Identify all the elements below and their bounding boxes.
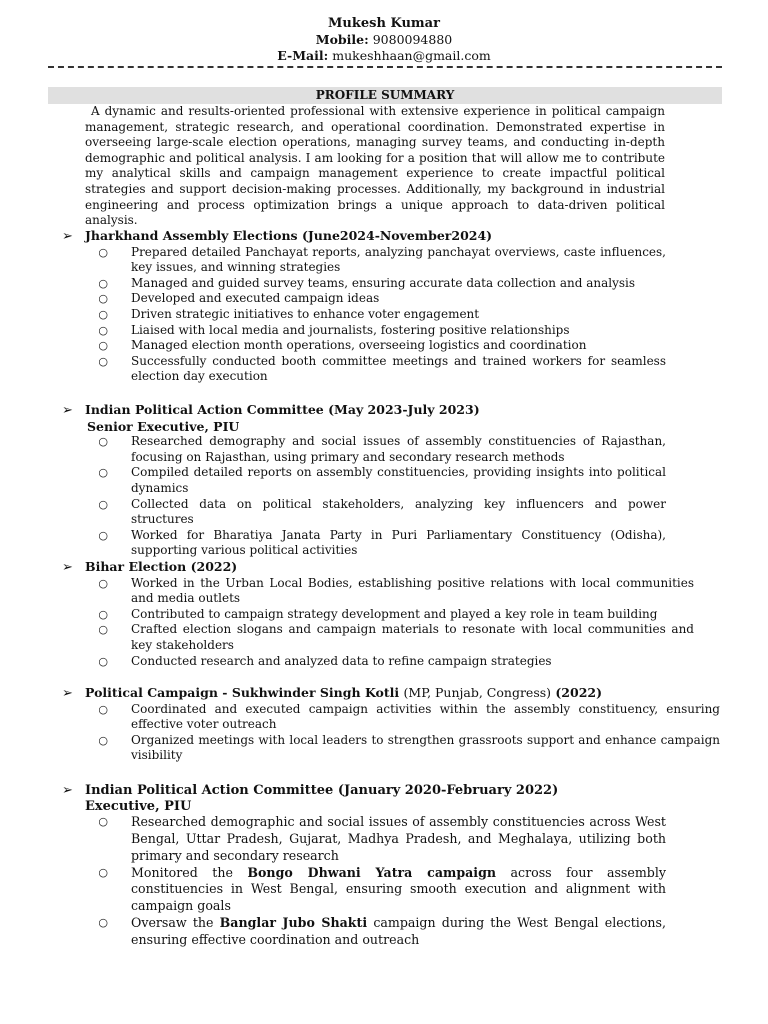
- experience-bihar: [62, 559, 694, 669]
- bullet-list: [62, 434, 666, 559]
- bullet-list: [62, 245, 666, 385]
- list-item: ○ Oversaw the Banglar Jubo Shakti campaign during the West Bengal elections, ensuring effective coordination and outreach: [62, 915, 666, 949]
- email-address[interactable]: mukeshhaan@gmail.com: [332, 48, 491, 63]
- circle-bullet-icon: ○: [98, 654, 108, 668]
- circle-bullet-icon: ○: [98, 466, 108, 480]
- list-item: ○ Driven strategic initiatives to enhance voter engagement: [62, 307, 666, 323]
- list-item: ○ Researched demographic and social issues of assembly constituencies across West Bengal, Uttar Pradesh, Gujarat, Madhya Pradesh, and Meghalaya, utilizing both primary and secondary research: [62, 814, 666, 864]
- role-title: Executive, PIU: [85, 798, 192, 814]
- list-item: ○ Successfully conducted booth committee meetings and trained workers for seamless election day execution: [62, 354, 666, 385]
- mobile-number: 9080094880: [372, 32, 453, 47]
- circle-bullet-icon: ○: [98, 292, 108, 306]
- section-title-text: Political Campaign - Sukhwinder Singh Kotli (MP, Punjab, Congress) (2022): [85, 685, 603, 700]
- mobile-label: Mobile:: [315, 32, 369, 47]
- circle-bullet-icon: ○: [98, 307, 108, 321]
- list-item: ○ Contributed to campaign strategy development and played a key role in team building: [62, 607, 694, 623]
- circle-bullet-icon: ○: [98, 623, 108, 637]
- list-item: ○ Monitored the Bongo Dhwani Yatra campaign across four assembly constituencies in West Bengal, ensuring smooth execution and alignment with campaign goals: [62, 865, 666, 915]
- section-title-text: Bihar Election (2022): [85, 559, 238, 574]
- candidate-name: Mukesh Kumar: [328, 16, 440, 31]
- circle-bullet-icon: ○: [98, 339, 108, 353]
- list-item: ○ Collected data on political stakeholders, analyzing key influencers and power structures: [62, 497, 666, 528]
- list-item: ○ Managed election month operations, overseeing logistics and coordination: [62, 338, 666, 354]
- circle-bullet-icon: ○: [98, 702, 108, 716]
- experience-ipac-2023: [62, 402, 666, 559]
- arrow-bullet-icon: ➢: [62, 560, 73, 575]
- list-item: ○ Organized meetings with local leaders to strengthen grassroots support and enhance campaign visibility: [62, 733, 720, 764]
- circle-bullet-icon: ○: [98, 435, 108, 449]
- arrow-bullet-icon: ➢: [62, 403, 73, 418]
- arrow-bullet-icon: ➢: [62, 686, 73, 701]
- list-item: ○ Worked for Bharatiya Janata Party in Puri Parliamentary Constituency (Odisha), supporting various political activities: [62, 528, 666, 559]
- list-item: ○ Compiled detailed reports on assembly constituencies, providing insights into political dynamics: [62, 465, 666, 496]
- circle-bullet-icon: ○: [98, 815, 108, 829]
- section-title: [62, 559, 694, 576]
- list-item: ○ Managed and guided survey teams, ensuring accurate data collection and analysis: [62, 276, 666, 292]
- circle-bullet-icon: ○: [98, 733, 108, 747]
- circle-bullet-icon: ○: [98, 354, 108, 368]
- profile-summary-text: A dynamic and results-oriented professional with extensive experience in political campaign management, strategic research, and operational coordination. Demonstrated expertise in overseeing large-scale election operations, managing survey teams, and conducting in-depth demographic and political analysis. I am looking for a position that will allow me to contribute my analytical skills and campaign management experience to create impactful political strategies and support decision-making processes. Additionally, my background in industrial engineering and process optimization brings a unique approach to data-driven political analysis.: [85, 104, 665, 228]
- circle-bullet-icon: ○: [98, 276, 108, 290]
- section-title: [62, 783, 666, 799]
- profile-summary-heading: PROFILE SUMMARY: [48, 87, 722, 104]
- section-title-text: Indian Political Action Committee (May 2023-July 2023): [85, 402, 480, 417]
- circle-bullet-icon: ○: [98, 497, 108, 511]
- experience-jharkhand: [62, 228, 666, 385]
- mobile-line: [0, 32, 768, 48]
- header: [0, 16, 768, 64]
- list-item: ○ Coordinated and executed campaign activities within the assembly constituency, ensuring effective voter outreach: [62, 702, 720, 733]
- list-item: ○ Crafted election slogans and campaign materials to resonate with local communities and key stakeholders: [62, 622, 694, 653]
- experience-kotli-campaign: [62, 685, 720, 764]
- list-item: ○ Researched demography and social issues of assembly constituencies of Rajasthan, focusing on Rajasthan, using primary and secondary research methods: [62, 434, 666, 465]
- list-item: ○ Conducted research and analyzed data to refine campaign strategies: [62, 654, 694, 670]
- section-title: [62, 402, 666, 419]
- circle-bullet-icon: ○: [98, 528, 108, 542]
- section-title-text: Indian Political Action Committee (January 2020-February 2022): [85, 783, 559, 798]
- list-item: ○ Prepared detailed Panchayat reports, analyzing panchayat overviews, caste influences, key issues, and winning strategies: [62, 245, 666, 276]
- arrow-bullet-icon: ➢: [62, 229, 73, 244]
- circle-bullet-icon: ○: [98, 323, 108, 337]
- circle-bullet-icon: ○: [98, 607, 108, 621]
- list-item: ○ Worked in the Urban Local Bodies, establishing positive relations with local communities and media outlets: [62, 576, 694, 607]
- email-label: E-Mail:: [277, 48, 329, 63]
- email-line: [0, 48, 768, 64]
- bullet-list: [62, 814, 666, 948]
- role-title: Senior Executive, PIU: [87, 418, 240, 434]
- section-title: [62, 685, 720, 702]
- circle-bullet-icon: ○: [98, 245, 108, 259]
- bullet-list: [62, 702, 720, 764]
- experience-ipac-2020: [62, 783, 666, 949]
- header-divider: [48, 66, 722, 68]
- section-title-text: Jharkhand Assembly Elections (June2024-November2024): [85, 228, 493, 243]
- circle-bullet-icon: ○: [98, 576, 108, 590]
- list-item: ○ Developed and executed campaign ideas: [62, 291, 666, 307]
- circle-bullet-icon: ○: [98, 865, 108, 879]
- arrow-bullet-icon: ➢: [62, 783, 73, 798]
- circle-bullet-icon: ○: [98, 915, 108, 929]
- section-title: [62, 228, 666, 245]
- list-item: ○ Liaised with local media and journalists, fostering positive relationships: [62, 323, 666, 339]
- bullet-list: [62, 576, 694, 670]
